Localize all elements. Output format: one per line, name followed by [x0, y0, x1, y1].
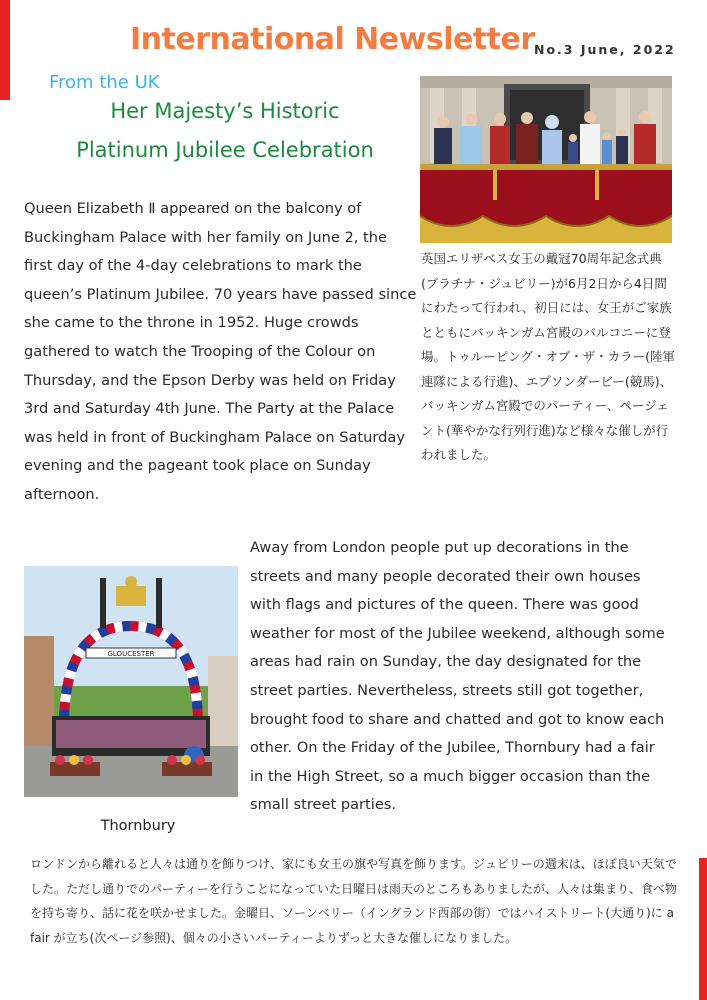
- headline-line-1: Her Majesty’s Historic: [110, 99, 340, 123]
- thornbury-photo: [24, 566, 238, 797]
- balcony-photo: [420, 76, 672, 243]
- accent-bar-left: [0, 0, 10, 100]
- issue-label: No.3 June, 2022: [534, 42, 676, 57]
- accent-bar-right: [699, 858, 707, 1000]
- thornbury-caption: Thornbury: [100, 818, 176, 834]
- japanese-summary-2: ロンドンから離れると人々は通りを飾りつけ、家にも女王の旗や写真を飾ります。ジュビリーの週末は、ほぼ良い天気でした。ただし通りでのパーティーを行うことになっていた日曜日は雨天のところもありましたが、人々は集まり、食べ物を持ち寄り、話に花を咲かせました。金曜日、ソーンベリー（イングランド西部の街）ではハイストリート(大通り)に a fair が立ち(次ページ参照)、個々の小さいパーティーよりずっと大きな催しになりました。: [30, 857, 678, 945]
- japanese-summary-1: 英国エリザベス女王の戴冠70周年記念式典(プラチナ・ジュビリー)が6月2日から4日間にわたって行われ、初日には、女王がご家族とともにバッキンガム宮殿のバルコニーに登場。トゥルーピング・オブ・ザ・カラー(陸軍連隊による行進)、エプソンダービー(競馬)、バッキンガム宮殿でのパーティー、ページェント(華やかな行列行進)など様々な催しが行われました。: [421, 251, 675, 462]
- gloucester-sign-text: GLOUCESTER: [107, 650, 155, 658]
- article-paragraph-1: Queen Elizabeth Ⅱ appeared on the balcony of Buckingham Palace with her family on June 2, the first day of the 4-day celebrations to mark the queen’s Platinum Jubilee. 70 years have passed since she came to the throne in 1952. Huge crowds gathered to watch the Trooping of the Colour on Thursday, and the Epson Derby was held on Friday 3rd and Saturday 4th June. The Party at the Palace was held in front of Buckingham Palace on Saturday evening and the pageant took place on Sunday afternoon.: [24, 200, 417, 503]
- article-paragraph-2: Away from London people put up decorations in the streets and many people decorated their own houses with flags and pictures of the queen. There was good weather for most of the Jubilee weekend, although some areas had rain on Sunday, the day designated for the street parties. Nevertheless, streets still got together, brought food to share and chatted and got to know each other. On the Friday of the Jubilee, Thornbury had a fair in the High Street, so a much bigger occasion than the small street parties.: [250, 539, 665, 814]
- headline-line-2: Platinum Jubilee Celebration: [76, 138, 374, 162]
- section-label: From the UK: [49, 72, 160, 93]
- newsletter-title: International Newsletter: [130, 22, 535, 57]
